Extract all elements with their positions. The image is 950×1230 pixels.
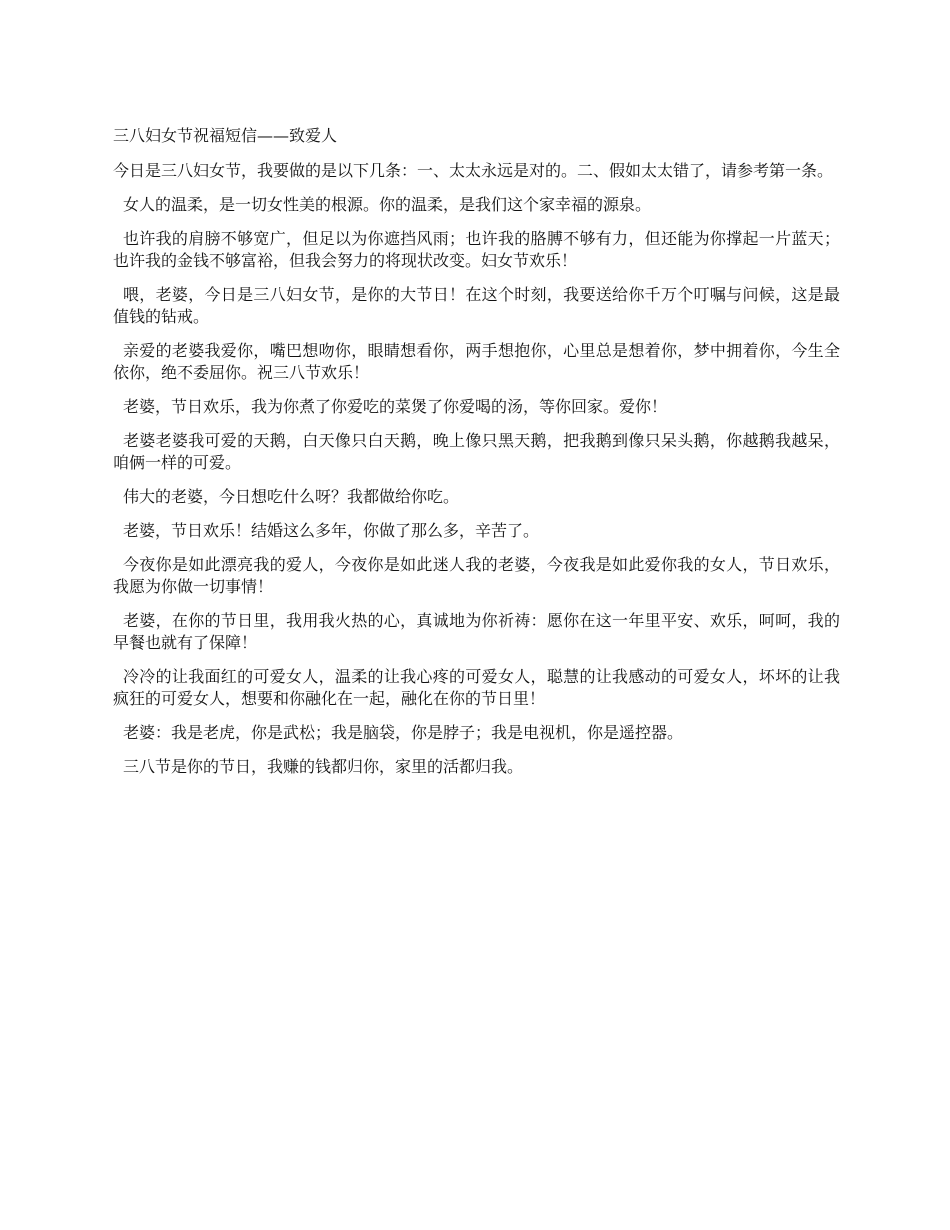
paragraph-4: 喂，老婆，今日是三八妇女节，是你的大节日！在这个时刻，我要送给你千万个叮嘱与问候，这是最值钱的钻戒。	[113, 285, 840, 326]
paragraph-2: 女人的温柔，是一切女性美的根源。你的温柔，是我们这个家幸福的源泉。	[123, 195, 652, 214]
paragraph-6: 老婆，节日欢乐，我为你煮了你爱吃的菜煲了你爱喝的汤，等你回家。爱你！	[123, 397, 668, 416]
paragraph-7: 老婆老婆我可爱的天鹅，白天像只白天鹅，晚上像只黑天鹅，把我鹅到像只呆头鹅，你越鹅我越呆，咱俩一样的可爱。	[113, 431, 840, 472]
paragraph-12: 冷冷的让我面红的可爱女人，温柔的让我心疼的可爱女人，聪慧的让我感动的可爱女人，坏坏的让我疯狂的可爱女人，想要和你融化在一起，融化在你的节日里！	[113, 667, 840, 708]
paragraph-5: 亲爱的老婆我爱你，嘴巴想吻你，眼睛想看你，两手想抱你，心里总是想着你，梦中拥着你，今生全依你，绝不委屈你。祝三八节欢乐！	[113, 341, 840, 382]
paragraph-11: 老婆，在你的节日里，我用我火热的心，真诚地为你祈祷：愿你在这一年里平安、欢乐，呵呵，我的早餐也就有了保障！	[113, 611, 840, 652]
document-title: 三八妇女节祝福短信——致爱人	[113, 126, 338, 145]
paragraph-8: 伟大的老婆，今日想吃什么呀？我都做给你吃。	[123, 487, 460, 506]
paragraph-13: 老婆：我是老虎，你是武松；我是脑袋，你是脖子；我是电视机，你是遥控器。	[123, 723, 684, 742]
paragraph-9: 老婆，节日欢乐！结婚这么多年，你做了那么多，辛苦了。	[123, 521, 540, 540]
document-page	[113, 124, 840, 790]
paragraph-3: 也许我的肩膀不够宽广，但足以为你遮挡风雨；也许我的胳膊不够有力，但还能为你撑起一片蓝天；也许我的金钱不够富裕，但我会努力的将现状改变。妇女节欢乐！	[113, 229, 840, 270]
paragraph-1: 今日是三八妇女节，我要做的是以下几条：一、太太永远是对的。二、假如太太错了，请参考第一条。	[113, 161, 834, 180]
paragraph-14: 三八节是你的节日，我赚的钱都归你，家里的活都归我。	[123, 757, 524, 776]
paragraph-10: 今夜你是如此漂亮我的爱人，今夜你是如此迷人我的老婆，今夜我是如此爱你我的女人，节日欢乐，我愿为你做一切事情！	[113, 555, 840, 596]
